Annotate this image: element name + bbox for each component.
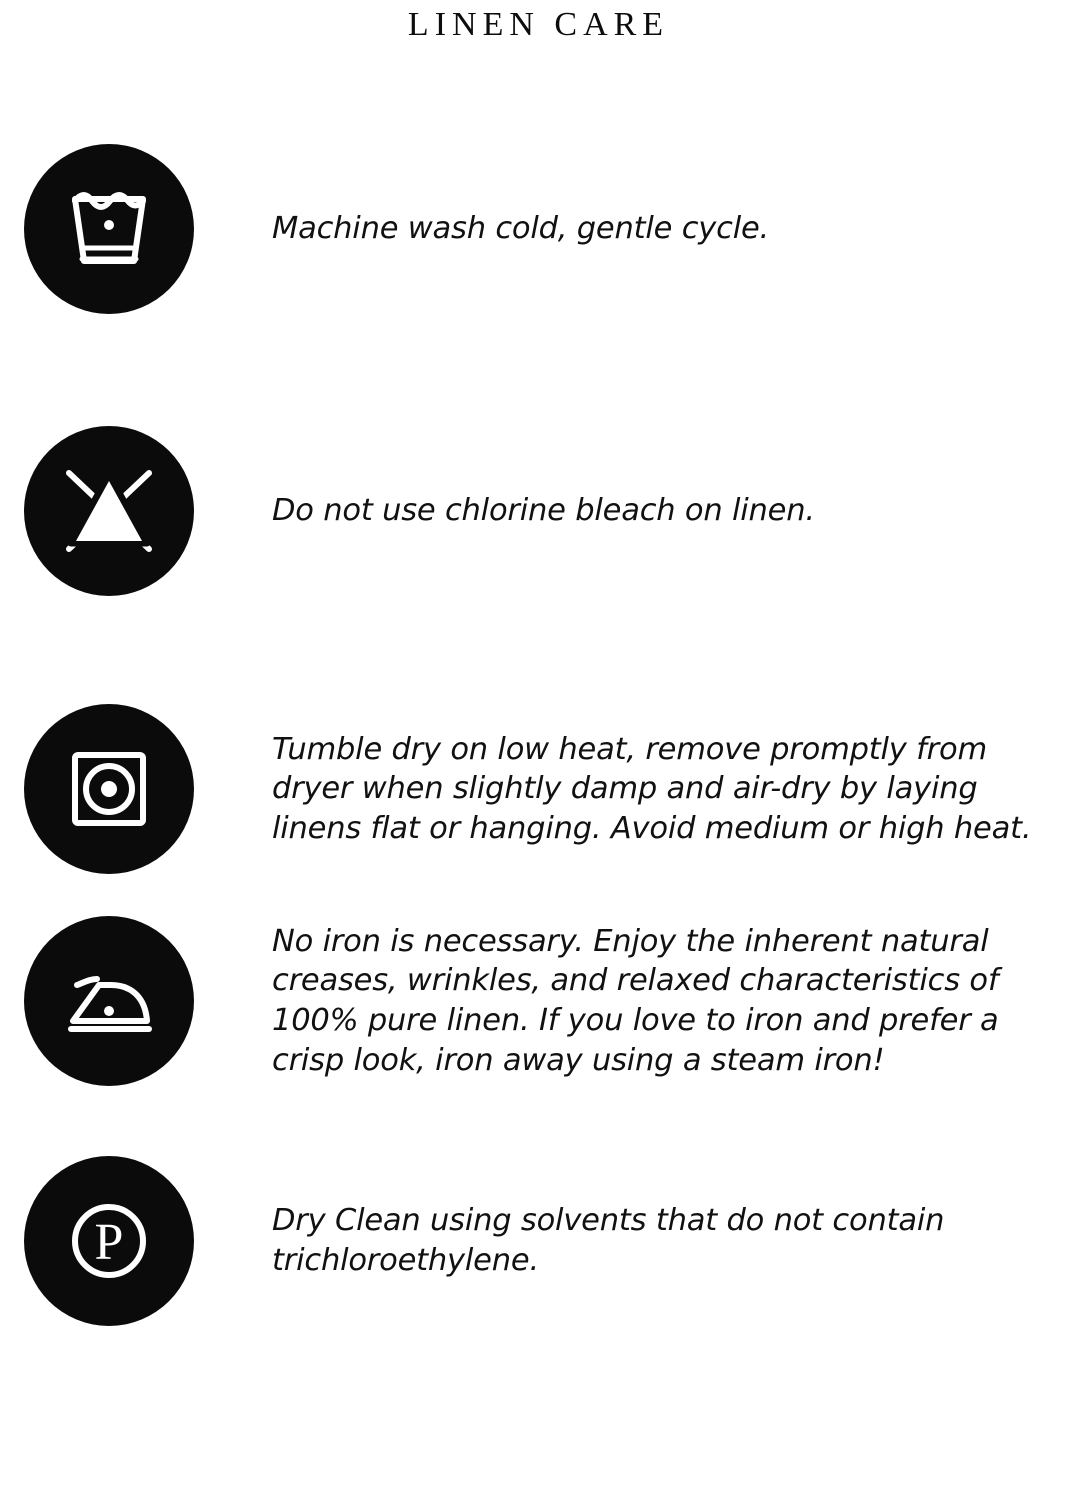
icon-cell	[18, 1156, 200, 1326]
machine-wash-icon	[24, 144, 194, 314]
dry-clean-p-icon	[24, 1156, 194, 1326]
text-cell	[200, 209, 1055, 249]
icon-cell	[18, 426, 200, 596]
care-row	[0, 144, 1077, 314]
care-instruction-text: No iron is necessary. Enjoy the inherent natural creases, wrinkles, and relaxed characteristics of 100% pure linen. If you love to iron and prefer a crisp look, iron away using a steam iron!	[272, 923, 999, 1078]
care-row	[0, 1156, 1077, 1326]
care-row	[0, 704, 1077, 874]
text-cell	[200, 1201, 1055, 1280]
icon-cell	[18, 144, 200, 314]
tumble-dry-low-icon	[24, 704, 194, 874]
care-instruction-list	[0, 144, 1077, 1326]
icon-cell	[18, 916, 200, 1086]
text-cell	[200, 922, 1055, 1081]
icon-cell	[18, 704, 200, 874]
care-instruction-text: Machine wash cold, gentle cycle.	[272, 211, 770, 247]
text-cell	[200, 491, 1055, 531]
care-row	[0, 426, 1077, 596]
care-instruction-text: Dry Clean using solvents that do not contain trichloroethylene.	[272, 1203, 945, 1278]
care-instruction-text: Do not use chlorine bleach on linen.	[272, 493, 815, 529]
text-cell	[200, 730, 1055, 849]
svg-text:P: P	[94, 1214, 124, 1271]
iron-icon	[24, 916, 194, 1086]
care-instruction-text: Tumble dry on low heat, remove promptly from dryer when slightly damp and air-dry by laying linens flat or hanging. Avoid medium or high heat.	[272, 731, 1032, 846]
care-row	[0, 916, 1077, 1086]
do-not-bleach-icon	[24, 426, 194, 596]
page-title: LINEN CARE	[407, 6, 670, 43]
